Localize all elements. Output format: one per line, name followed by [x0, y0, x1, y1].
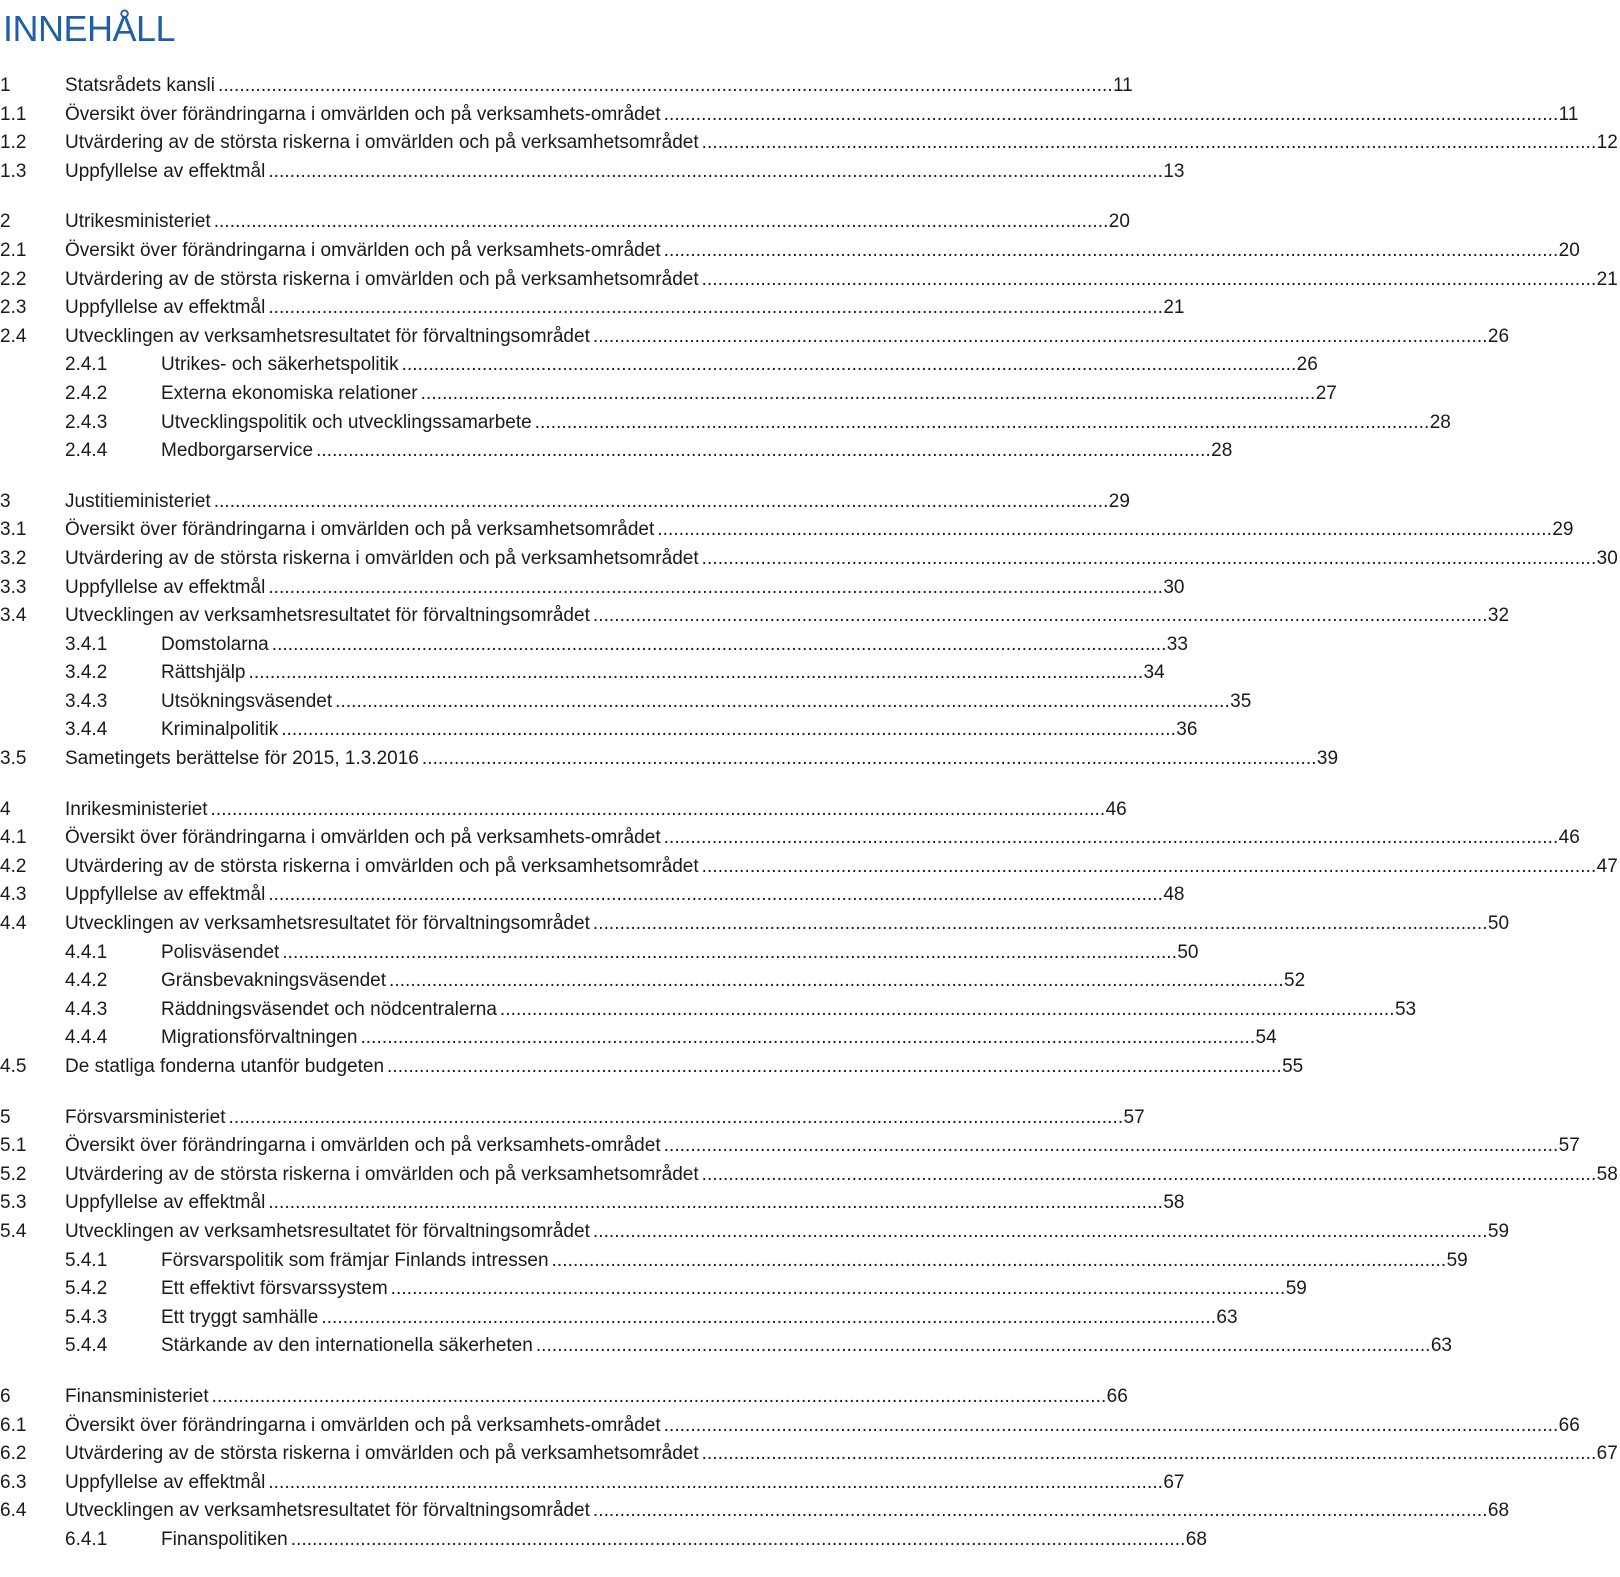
toc-entry-page-number: 35: [1230, 690, 1252, 712]
toc-entry-number: 2.4: [0, 325, 27, 347]
toc-entry-title: Uppfyllelse av effektmål: [65, 1192, 266, 1214]
dot-leader: [664, 824, 1556, 853]
toc-entry-number: 5.4.4: [65, 1335, 108, 1357]
dot-leader: [211, 796, 1103, 825]
toc-entry-title: Utvecklingen av verksamhetsresultatet för förvaltningsområdet: [65, 913, 590, 935]
toc-entry-title: Uppfyllelse av effektmål: [65, 1471, 266, 1493]
dot-leader: [268, 1189, 1160, 1218]
table-of-contents: [0, 72, 1618, 1577]
toc-entry-title: Utvecklingspolitik och utvecklingssamarbete: [161, 411, 532, 433]
toc-entry-content: [0, 574, 1185, 603]
toc-entry-content: [0, 294, 1185, 323]
toc-entry-number: 3.1: [0, 519, 27, 541]
dot-leader: [593, 1218, 1485, 1247]
toc-entry-number: 1.3: [0, 160, 27, 182]
toc-entry-content: [0, 1132, 1580, 1161]
dot-leader: [664, 237, 1556, 266]
toc-entry[interactable]: [0, 910, 1510, 939]
toc-entry-content: [0, 237, 1580, 266]
toc-entry-page-number: 54: [1255, 1027, 1277, 1049]
toc-entry-page-number: 34: [1143, 662, 1165, 684]
toc-entry-content: [0, 72, 1133, 101]
toc-entry-title: Gränsbevakningsväsendet: [161, 970, 386, 992]
dot-leader: [664, 101, 1556, 130]
toc-entry-title: Utvecklingen av verksamhetsresultatet för förvaltningsområdet: [65, 605, 590, 627]
toc-entry[interactable]: [0, 1218, 1510, 1247]
toc-entry[interactable]: [0, 1247, 1468, 1276]
toc-entry-number: 4.5: [0, 1056, 27, 1077]
toc-entry-title: Räddningsväsendet och nödcentralerna: [161, 998, 497, 1020]
toc-entry-page-number: 68: [1487, 1500, 1510, 1522]
toc-entry-number: 4.3: [0, 884, 27, 906]
toc-entry-number: 5.2: [0, 1163, 27, 1185]
toc-entry-title: Översikt över förändringarna i omvärlden och på verksamhets-området: [65, 239, 661, 261]
toc-entry[interactable]: [0, 967, 1306, 996]
toc-entry-title: Inrikesministeriet: [65, 798, 208, 820]
toc-entry[interactable]: [0, 1275, 1307, 1304]
toc-entry-page-number: 32: [1487, 605, 1510, 627]
toc-entry[interactable]: [0, 796, 1127, 825]
dot-leader: [389, 967, 1281, 996]
toc-entry[interactable]: [0, 1189, 1185, 1218]
toc-entry-page-number: 47: [1596, 855, 1618, 877]
toc-entry-number: 6.1: [0, 1414, 27, 1436]
toc-entry-content: [0, 824, 1580, 853]
toc-entry[interactable]: [0, 853, 1618, 882]
toc-entry-title: Medborgarservice: [161, 440, 314, 462]
toc-entry-content: [65, 1275, 1307, 1304]
toc-entry-content: [65, 1526, 1207, 1555]
dot-leader: [321, 1304, 1213, 1333]
toc-entry-content: [0, 602, 1510, 631]
toc-entry-page-number: 13: [1163, 160, 1185, 182]
toc-entry-title: Polisväsendet: [161, 941, 280, 963]
toc-entry[interactable]: [0, 1497, 1510, 1526]
dot-leader: [249, 659, 1141, 688]
toc-entry-content: [65, 1304, 1238, 1333]
toc-entry-content: [65, 939, 1199, 968]
toc-entry-number: 3.4.1: [65, 633, 108, 655]
dot-leader: [281, 716, 1173, 745]
toc-entry-number: 4.1: [0, 827, 27, 849]
toc-entry-number: 3: [0, 490, 11, 512]
dot-leader: [360, 1024, 1252, 1053]
toc-entry-number: 4.4.4: [65, 1027, 108, 1049]
dot-leader: [657, 516, 1549, 545]
toc-entry-number: 5.3: [0, 1192, 27, 1214]
toc-entry[interactable]: [0, 745, 1339, 774]
dot-leader: [335, 688, 1227, 717]
toc-entry-title: Utvärdering av de största riskerna i omvärlden och på verksamhetsområdet: [65, 1443, 699, 1465]
toc-entry[interactable]: [0, 1526, 1207, 1555]
toc-section: [0, 1383, 1618, 1555]
toc-entry-content: [0, 1189, 1185, 1218]
toc-entry-title: Finanspolitiken: [161, 1528, 288, 1550]
toc-entry-page-number: 11: [1558, 103, 1579, 125]
toc-entry-number: 3.4.3: [65, 690, 108, 712]
toc-entry-page-number: 11: [1113, 75, 1133, 96]
toc-entry-number: 5.4.3: [65, 1306, 108, 1328]
toc-entry[interactable]: [0, 516, 1574, 545]
toc-entry-page-number: 66: [1558, 1414, 1580, 1436]
toc-entry-title: Uppfyllelse av effektmål: [65, 297, 266, 319]
toc-entry-page-number: 26: [1487, 325, 1510, 347]
toc-entry-title: Utsökningsväsendet: [161, 690, 333, 712]
toc-entry-number: 3.4.2: [65, 662, 108, 684]
toc-entry[interactable]: [0, 488, 1130, 517]
toc-entry-page-number: 20: [1558, 239, 1580, 261]
toc-entry-number: 6.2: [0, 1443, 27, 1465]
dot-leader: [387, 1053, 1279, 1082]
dot-leader: [228, 1104, 1120, 1133]
toc-entry-page-number: 36: [1176, 719, 1198, 741]
toc-entry-title: Uppfyllelse av effektmål: [65, 884, 266, 906]
dot-leader: [212, 1383, 1104, 1412]
toc-entry-number: 2.2: [0, 268, 27, 290]
toc-entry[interactable]: [0, 881, 1185, 910]
dot-leader: [593, 323, 1485, 352]
toc-entry[interactable]: [0, 631, 1188, 660]
toc-entry[interactable]: [0, 266, 1618, 295]
dot-leader: [702, 1440, 1594, 1469]
dot-leader: [535, 409, 1427, 438]
toc-entry-content: [0, 1440, 1618, 1469]
toc-entry-content: [0, 545, 1618, 574]
toc-entry-content: [0, 1218, 1510, 1247]
toc-entry-content: [65, 380, 1337, 409]
toc-entry-content: [65, 351, 1318, 380]
dot-leader: [536, 1332, 1428, 1361]
toc-entry[interactable]: [0, 602, 1510, 631]
toc-entry-content: [0, 853, 1618, 882]
toc-entry-title: Utrikesministeriet: [65, 211, 211, 233]
dot-leader: [218, 72, 1110, 101]
toc-entry-content: [0, 129, 1618, 158]
toc-entry-title: Statsrådets kansli: [65, 75, 215, 96]
toc-entry[interactable]: [0, 158, 1185, 187]
toc-entry-content: [0, 1104, 1145, 1133]
toc-section: [0, 488, 1618, 774]
toc-entry-title: Ett effektivt försvarssystem: [161, 1278, 388, 1300]
toc-entry-number: 2.4.4: [65, 440, 108, 462]
toc-entry-content: [65, 996, 1417, 1025]
toc-entry-content: [65, 716, 1198, 745]
toc-entry-number: 6.3: [0, 1471, 27, 1493]
toc-entry-content: [0, 1383, 1128, 1412]
dot-leader: [593, 1497, 1485, 1526]
toc-entry[interactable]: [0, 323, 1510, 352]
dot-leader: [268, 1469, 1160, 1498]
toc-entry-number: 1.1: [0, 103, 27, 125]
toc-entry-content: [65, 631, 1188, 660]
toc-entry-title: De statliga fonderna utanför budgeten: [65, 1056, 385, 1077]
toc-entry-content: [0, 796, 1127, 825]
toc-entry-title: Domstolarna: [161, 633, 269, 655]
dot-leader: [593, 602, 1485, 631]
toc-entry-page-number: 66: [1106, 1385, 1128, 1407]
toc-entry-number: 1: [0, 75, 11, 96]
toc-entry-content: [0, 101, 1579, 130]
toc-section: [0, 796, 1618, 1082]
toc-entry[interactable]: [0, 208, 1130, 237]
toc-entry-title: Utvärdering av de största riskerna i omvärlden och på verksamhetsområdet: [65, 132, 699, 154]
toc-entry-title: Försvarsministeriet: [65, 1106, 226, 1128]
dot-leader: [268, 574, 1160, 603]
dot-leader: [702, 545, 1594, 574]
toc-entry-page-number: 46: [1558, 827, 1580, 849]
toc-entry-number: 5.4.2: [65, 1278, 108, 1300]
toc-entry-page-number: 33: [1166, 633, 1188, 655]
toc-entry-title: Utvecklingen av verksamhetsresultatet för förvaltningsområdet: [65, 1500, 590, 1522]
toc-entry-number: 3.3: [0, 576, 27, 598]
dot-leader: [702, 1161, 1594, 1190]
toc-entry-title: Översikt över förändringarna i omvärlden och på verksamhetsområdet: [65, 519, 655, 541]
toc-entry[interactable]: [0, 1024, 1277, 1053]
toc-entry-page-number: 21: [1163, 297, 1185, 319]
toc-entry-page-number: 53: [1394, 998, 1417, 1020]
toc-entry-content: [65, 1024, 1277, 1053]
toc-entry-number: 2.4.1: [65, 354, 108, 376]
toc-entry-title: Utvärdering av de största riskerna i omvärlden och på verksamhetsområdet: [65, 855, 699, 877]
toc-entry[interactable]: [0, 545, 1618, 574]
toc-entry-page-number: 28: [1429, 411, 1451, 433]
toc-entry-page-number: 21: [1596, 268, 1618, 290]
toc-entry-number: 3.5: [0, 748, 27, 770]
toc-entry-number: 5.1: [0, 1135, 27, 1157]
toc-entry-number: 3.2: [0, 547, 27, 569]
toc-entry-number: 6.4: [0, 1500, 27, 1522]
toc-entry[interactable]: [0, 1332, 1452, 1361]
toc-entry-page-number: 12: [1596, 132, 1618, 154]
toc-entry-page-number: 58: [1163, 1192, 1185, 1214]
toc-entry-content: [0, 1469, 1185, 1498]
toc-section: [0, 208, 1618, 465]
toc-entry[interactable]: [0, 939, 1199, 968]
toc-entry[interactable]: [0, 1440, 1618, 1469]
page-title: INNEHÅLL: [3, 8, 176, 49]
toc-entry-page-number: 68: [1185, 1528, 1207, 1550]
toc-entry-number: 5: [0, 1106, 11, 1128]
toc-entry-number: 3.4: [0, 605, 27, 627]
toc-entry-number: 4.4.1: [65, 941, 108, 963]
toc-entry-page-number: 57: [1123, 1106, 1145, 1128]
toc-entry[interactable]: [0, 129, 1618, 158]
toc-entry-page-number: 26: [1296, 354, 1318, 376]
toc-section: [0, 1104, 1618, 1361]
dot-leader: [500, 996, 1392, 1025]
toc-entry-title: Rättshjälp: [161, 662, 246, 684]
toc-entry-content: [65, 437, 1233, 466]
toc-entry-page-number: 29: [1552, 519, 1574, 541]
dot-leader: [664, 1412, 1556, 1441]
toc-entry-title: Stärkande av den internationella säkerheten: [161, 1335, 533, 1357]
toc-entry-title: Finansministeriet: [65, 1385, 209, 1407]
toc-entry-page-number: 48: [1163, 884, 1185, 906]
toc-entry-number: 5.4: [0, 1220, 27, 1242]
toc-entry-page-number: 59: [1446, 1249, 1468, 1271]
toc-entry-title: Översikt över förändringarna i omvärlden och på verksamhets-området: [65, 827, 661, 849]
dot-leader: [282, 939, 1174, 968]
toc-entry-title: Utvärdering av de största riskerna i omvärlden och på verksamhetsområdet: [65, 268, 699, 290]
toc-entry-content: [0, 158, 1185, 187]
toc-entry[interactable]: [0, 294, 1185, 323]
toc-entry-number: 1.2: [0, 132, 27, 154]
toc-entry[interactable]: [0, 437, 1233, 466]
toc-entry-content: [65, 967, 1306, 996]
toc-entry-page-number: 30: [1596, 547, 1618, 569]
toc-entry-content: [65, 688, 1252, 717]
dot-leader: [391, 1275, 1283, 1304]
toc-entry-content: [0, 266, 1618, 295]
toc-entry-content: [0, 881, 1185, 910]
dot-leader: [291, 1526, 1183, 1555]
toc-entry[interactable]: [0, 824, 1580, 853]
toc-entry[interactable]: [0, 380, 1337, 409]
toc-entry-content: [0, 208, 1130, 237]
dot-leader: [552, 1247, 1444, 1276]
toc-entry-number: 2.4.2: [65, 382, 108, 404]
toc-entry-page-number: 67: [1596, 1443, 1618, 1465]
toc-entry-title: Ett tryggt samhälle: [161, 1306, 319, 1328]
toc-entry-title: Utvecklingen av verksamhetsresultatet för förvaltningsområdet: [65, 1220, 590, 1242]
toc-entry-title: Migrationsförvaltningen: [161, 1027, 358, 1049]
toc-entry-number: 6.4.1: [65, 1528, 108, 1550]
toc-entry[interactable]: [0, 1304, 1238, 1333]
toc-entry[interactable]: [0, 237, 1580, 266]
toc-entry[interactable]: [0, 688, 1252, 717]
dot-leader: [421, 380, 1313, 409]
toc-entry-page-number: 63: [1430, 1335, 1452, 1357]
dot-leader: [214, 208, 1106, 237]
toc-entry-content: [65, 1332, 1452, 1361]
toc-entry-page-number: 52: [1284, 970, 1306, 992]
toc-entry-page-number: 46: [1105, 798, 1127, 820]
toc-entry-content: [65, 1247, 1468, 1276]
toc-entry[interactable]: [0, 659, 1165, 688]
toc-entry-number: 4.4.3: [65, 998, 108, 1020]
toc-entry-title: Utrikes- och säkerhetspolitik: [161, 354, 399, 376]
toc-entry-page-number: 28: [1211, 440, 1233, 462]
toc-entry[interactable]: [0, 351, 1318, 380]
toc-entry-content: [65, 409, 1451, 438]
dot-leader: [268, 294, 1160, 323]
toc-entry-page-number: 39: [1316, 748, 1339, 770]
toc-entry-page-number: 63: [1216, 1306, 1238, 1328]
toc-entry-number: 3.4.4: [65, 719, 108, 741]
toc-entry[interactable]: [0, 72, 1133, 101]
dot-leader: [593, 910, 1485, 939]
toc-entry-number: 4: [0, 798, 11, 820]
dot-leader: [268, 158, 1160, 187]
toc-entry-title: Utvärdering av de största riskerna i omvärlden och på verksamhetsområdet: [65, 547, 699, 569]
toc-entry-page-number: 55: [1282, 1056, 1304, 1077]
toc-entry-content: [0, 1412, 1580, 1441]
dot-leader: [402, 351, 1294, 380]
toc-entry-page-number: 67: [1163, 1471, 1185, 1493]
toc-entry-number: 6: [0, 1385, 11, 1407]
dot-leader: [268, 881, 1160, 910]
toc-entry[interactable]: [0, 1412, 1580, 1441]
toc-entry-page-number: 29: [1108, 490, 1130, 512]
toc-entry-title: Sametingets berättelse för 2015, 1.3.2016: [65, 748, 419, 770]
toc-entry-title: Översikt över förändringarna i omvärlden och på verksamhets-området: [65, 1414, 661, 1436]
toc-entry-content: [0, 1497, 1510, 1526]
toc-entry-title: Uppfyllelse av effektmål: [65, 160, 266, 182]
toc-entry[interactable]: [0, 1132, 1580, 1161]
toc-entry-number: 2.1: [0, 239, 27, 261]
toc-entry-number: 2.3: [0, 297, 27, 319]
toc-entry-page-number: 57: [1558, 1135, 1580, 1157]
toc-entry[interactable]: [0, 996, 1417, 1025]
toc-entry-content: [0, 323, 1510, 352]
dot-leader: [214, 488, 1106, 517]
toc-entry-title: Uppfyllelse av effektmål: [65, 576, 266, 598]
toc-entry[interactable]: [0, 574, 1185, 603]
toc-entry-content: [65, 659, 1165, 688]
toc-entry[interactable]: [0, 716, 1198, 745]
toc-entry-content: [0, 1161, 1618, 1190]
dot-leader: [702, 853, 1594, 882]
dot-leader: [664, 1132, 1556, 1161]
toc-entry-title: Kriminalpolitik: [161, 719, 279, 741]
toc-entry-content: [0, 745, 1339, 774]
toc-entry-number: 5.4.1: [65, 1249, 108, 1271]
toc-entry-number: 2: [0, 211, 11, 233]
toc-entry-page-number: 20: [1108, 211, 1130, 233]
toc-entry-title: Justitieministeriet: [65, 490, 211, 512]
toc-entry-title: Försvarspolitik som främjar Finlands intressen: [161, 1249, 549, 1271]
toc-entry-title: Externa ekonomiska relationer: [161, 382, 418, 404]
toc-entry-page-number: 59: [1285, 1278, 1307, 1300]
toc-entry-page-number: 59: [1487, 1220, 1510, 1242]
toc-entry-content: [0, 1053, 1304, 1082]
toc-entry-title: Utvärdering av de största riskerna i omvärlden och på verksamhetsområdet: [65, 1163, 699, 1185]
toc-entry-number: 4.4: [0, 913, 27, 935]
toc-entry[interactable]: [0, 1104, 1145, 1133]
toc-entry-page-number: 50: [1177, 941, 1199, 963]
toc-entry-content: [0, 516, 1574, 545]
toc-entry-number: 2.4.3: [65, 411, 108, 433]
toc-entry-page-number: 50: [1487, 913, 1510, 935]
toc-entry-title: Översikt över förändringarna i omvärlden och på verksamhets-området: [65, 103, 661, 125]
toc-entry-page-number: 30: [1163, 576, 1185, 598]
toc-entry-title: Översikt över förändringarna i omvärlden och på verksamhets-området: [65, 1135, 661, 1157]
toc-entry[interactable]: [0, 409, 1451, 438]
dot-leader: [702, 129, 1594, 158]
toc-entry-content: [0, 910, 1510, 939]
dot-leader: [316, 437, 1208, 466]
toc-entry[interactable]: [0, 1161, 1618, 1190]
toc-entry-page-number: 58: [1596, 1163, 1618, 1185]
toc-entry[interactable]: [0, 1053, 1304, 1082]
toc-entry[interactable]: [0, 101, 1579, 130]
toc-entry-number: 4.4.2: [65, 970, 108, 992]
toc-entry-title: Utvecklingen av verksamhetsresultatet för förvaltningsområdet: [65, 325, 590, 347]
toc-entry-page-number: 27: [1315, 382, 1337, 404]
dot-leader: [702, 266, 1594, 295]
toc-entry-number: 4.2: [0, 855, 27, 877]
toc-entry-content: [0, 488, 1130, 517]
toc-entry[interactable]: [0, 1469, 1185, 1498]
toc-entry[interactable]: [0, 1383, 1128, 1412]
dot-leader: [422, 745, 1314, 774]
dot-leader: [272, 631, 1164, 660]
toc-section: [0, 72, 1618, 186]
